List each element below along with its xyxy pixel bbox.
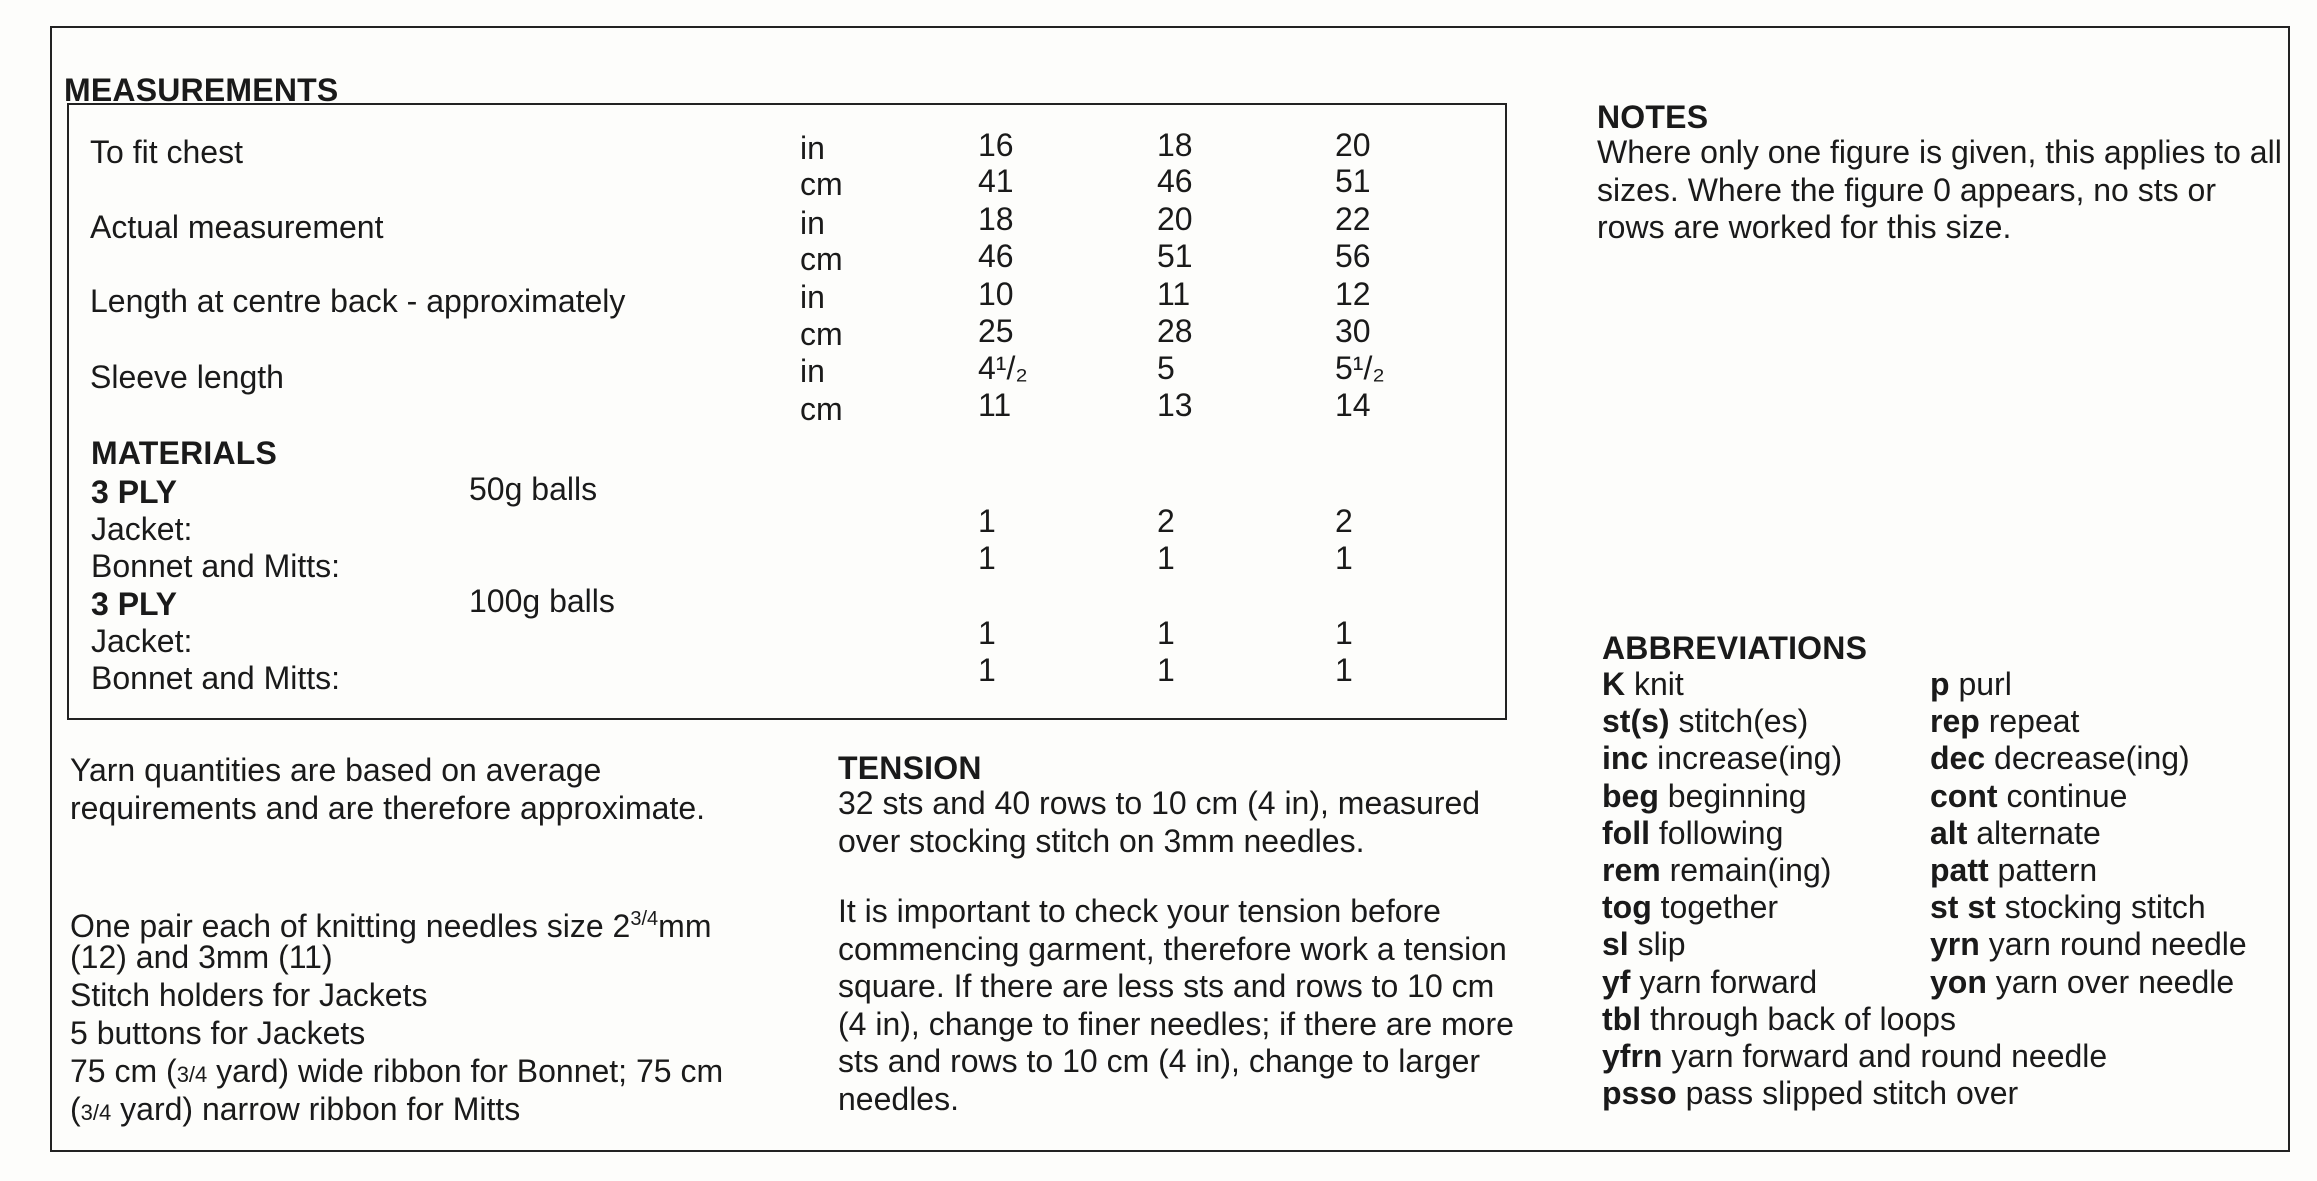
abbreviation-meaning: stitch(es) (1678, 703, 1809, 740)
value-cell: 5 (1157, 350, 1175, 386)
abbreviation-term: beg (1602, 777, 1659, 814)
abbreviation-item (1930, 740, 2190, 777)
value-cell: 41 (978, 163, 1014, 199)
abbreviation-term: cont (1930, 777, 1998, 814)
value-cell: 20 (1335, 127, 1371, 163)
abbreviation-item (1930, 666, 2012, 703)
value-cell: 56 (1335, 238, 1371, 274)
abbreviation-meaning: pattern (1997, 852, 2098, 888)
notion-line: Stitch holders for Jackets (70, 977, 428, 1013)
notes-text: Where only one figure is given, this applies to all sizes. Where the figure 0 appears, no sts or rows are worked for this size. (1597, 134, 2282, 245)
abbreviation-meaning: slip (1637, 926, 1686, 963)
abbreviation-term: tbl (1602, 1001, 1642, 1037)
abbreviation-meaning: through back of loops (1649, 1001, 1956, 1037)
value-cell: 2 (1335, 503, 1353, 539)
abbreviation-meaning: repeat (1988, 703, 2080, 740)
item-label: Jacket: (91, 511, 193, 547)
abbreviation-item (1930, 964, 2234, 1001)
abbreviation-meaning: knit (1634, 666, 1684, 702)
row-label: Sleeve length (90, 359, 284, 395)
unit-cm: cm (800, 391, 843, 427)
value-cell: 1 (1157, 540, 1175, 576)
abbreviation-term: inc (1602, 740, 1649, 777)
measurements-heading: MEASUREMENTS (64, 72, 339, 108)
value-cell: 46 (978, 238, 1014, 274)
unit-cm: cm (800, 241, 843, 277)
abbreviation-item (1602, 964, 1817, 1001)
abbreviation-term: patt (1930, 852, 1989, 888)
unit-in: in (800, 353, 825, 389)
row-label: Length at centre back - approximately (90, 283, 626, 319)
value-cell: 1 (1157, 615, 1175, 651)
yarn-type: 3 PLY (91, 586, 177, 622)
abbreviation-meaning: yarn over needle (1995, 963, 2235, 1000)
item-label: Jacket: (91, 623, 193, 659)
value-cell: 20 (1157, 201, 1193, 237)
abbreviation-meaning: continue (2006, 777, 2128, 814)
yarn-type: 3 PLY (91, 474, 177, 510)
abbreviation-item (1602, 740, 1842, 777)
value-cell: 12 (1335, 276, 1371, 312)
abbreviation-term: yf (1602, 963, 1631, 1000)
notion-line: (12) and 3mm (11) (70, 939, 333, 975)
abbreviation-meaning: yarn round needle (1988, 926, 2247, 963)
value-cell: 14 (1335, 387, 1371, 423)
abbreviation-term: tog (1602, 889, 1652, 926)
value-cell: 18 (1157, 127, 1193, 163)
measurements-box (67, 103, 1507, 720)
abbreviation-meaning: remain(ing) (1669, 852, 1832, 888)
abbreviation-term: yrn (1930, 926, 1980, 963)
abbreviation-term: rem (1602, 852, 1661, 888)
value-cell: 4¹/₂ (978, 350, 1028, 386)
value-cell: 1 (978, 652, 996, 688)
abbreviation-meaning: stocking stitch (2004, 889, 2206, 926)
abbreviations-heading: ABBREVIATIONS (1602, 630, 1868, 666)
value-cell: 28 (1157, 313, 1193, 349)
abbreviation-item (1602, 1075, 2018, 1112)
abbreviation-meaning: increase(ing) (1657, 740, 1843, 777)
abbreviation-item (1930, 926, 2247, 963)
abbreviation-term: dec (1930, 740, 1986, 777)
notion-line: (3/4 yard) narrow ribbon for Mitts (70, 1091, 521, 1127)
value-cell: 51 (1157, 238, 1193, 274)
abbreviation-meaning: following (1658, 814, 1784, 851)
materials-heading: MATERIALS (91, 435, 278, 471)
value-cell: 2 (1157, 503, 1175, 539)
abbreviation-meaning: purl (1958, 666, 2012, 702)
unit-in: in (800, 205, 825, 241)
abbreviation-term: yfrn (1602, 1038, 1663, 1075)
abbreviation-item (1930, 778, 2127, 815)
abbreviation-term: yon (1930, 963, 1987, 1000)
abbreviation-item (1602, 666, 1684, 703)
abbreviation-term: rep (1930, 703, 1980, 740)
notion-line: 5 buttons for Jackets (70, 1015, 366, 1051)
abbreviation-meaning: beginning (1667, 777, 1807, 814)
abbreviation-term: psso (1602, 1075, 1677, 1112)
value-cell: 1 (1335, 540, 1353, 576)
abbreviation-item (1930, 889, 2206, 926)
abbreviation-meaning: yarn forward and round needle (1671, 1038, 2108, 1075)
abbreviation-item (1602, 778, 1807, 815)
value-cell: 46 (1157, 163, 1193, 199)
value-cell: 1 (978, 540, 996, 576)
row-label: To fit chest (90, 134, 243, 170)
abbreviation-meaning: alternate (1976, 814, 2101, 851)
abbreviation-item (1602, 852, 1831, 889)
value-cell: 11 (1157, 276, 1191, 312)
unit-in: in (800, 279, 825, 315)
value-cell: 18 (978, 201, 1014, 237)
tension-paragraph: 32 sts and 40 rows to 10 cm (4 in), measured over stocking stitch on 3mm needles. (838, 785, 1481, 859)
row-label: Actual measurement (90, 209, 384, 245)
value-cell: 51 (1335, 163, 1371, 199)
value-cell: 1 (1335, 615, 1353, 651)
value-cell: 25 (978, 313, 1014, 349)
abbreviation-term: K (1602, 666, 1626, 702)
item-label: Bonnet and Mitts: (91, 548, 341, 584)
unit-cm: cm (800, 316, 843, 352)
abbreviation-item (1602, 926, 1686, 963)
notion-line: One pair each of knitting needles size $2^{3/4}mm$ (70, 908, 712, 944)
ball-size: 50g balls (469, 471, 598, 507)
abbreviation-meaning: pass slipped stitch over (1685, 1075, 2019, 1112)
abbreviation-meaning: together (1660, 889, 1779, 926)
abbreviation-term: sl (1602, 926, 1629, 963)
abbreviation-item (1602, 815, 1783, 852)
abbreviation-term: st(s) (1602, 703, 1670, 740)
value-cell: 13 (1157, 387, 1193, 423)
value-cell: 11 (978, 387, 1012, 423)
notion-line: 75 cm (3/4 yard) wide ribbon for Bonnet; 75 cm (70, 1053, 724, 1089)
tension-heading: TENSION (838, 750, 982, 786)
abbreviation-term: p (1930, 666, 1950, 702)
value-cell: 1 (1157, 652, 1175, 688)
abbreviation-meaning: yarn forward (1639, 963, 1818, 1000)
value-cell: 1 (978, 615, 996, 651)
ball-size: 100g balls (469, 583, 615, 619)
value-cell: 16 (978, 127, 1014, 163)
abbreviation-meaning: decrease(ing) (1994, 740, 2190, 777)
unit-cm: cm (800, 166, 843, 202)
value-cell: 22 (1335, 201, 1371, 237)
abbreviation-item (1602, 889, 1778, 926)
abbreviation-item (1930, 815, 2101, 852)
abbreviation-item (1930, 703, 2079, 740)
value-cell: 10 (978, 276, 1014, 312)
value-cell: 30 (1335, 313, 1371, 349)
abbreviation-term: foll (1602, 814, 1650, 851)
abbreviation-item (1930, 852, 2097, 889)
notes-heading: NOTES (1597, 99, 1709, 135)
abbreviation-term: st st (1930, 889, 1996, 926)
abbreviation-term: alt (1930, 814, 1968, 851)
unit-in: in (800, 130, 825, 166)
item-label: Bonnet and Mitts: (91, 660, 341, 696)
yarn-note: Yarn quantities are based on average requirements and are therefore approximate. (70, 752, 706, 826)
abbreviation-item (1602, 703, 1808, 740)
value-cell: 5¹/₂ (1335, 350, 1385, 386)
abbreviation-item (1602, 1038, 2107, 1075)
value-cell: 1 (1335, 652, 1353, 688)
abbreviation-item (1602, 1001, 1956, 1038)
tension-paragraph: It is important to check your tension before commencing garment, therefore work a tension square. If there are less sts and rows to 10 cm (4 in), change to finer needles; if there are more sts and rows to 10 cm (4 in), change to larger needles. (838, 893, 1514, 1117)
value-cell: 1 (978, 503, 996, 539)
